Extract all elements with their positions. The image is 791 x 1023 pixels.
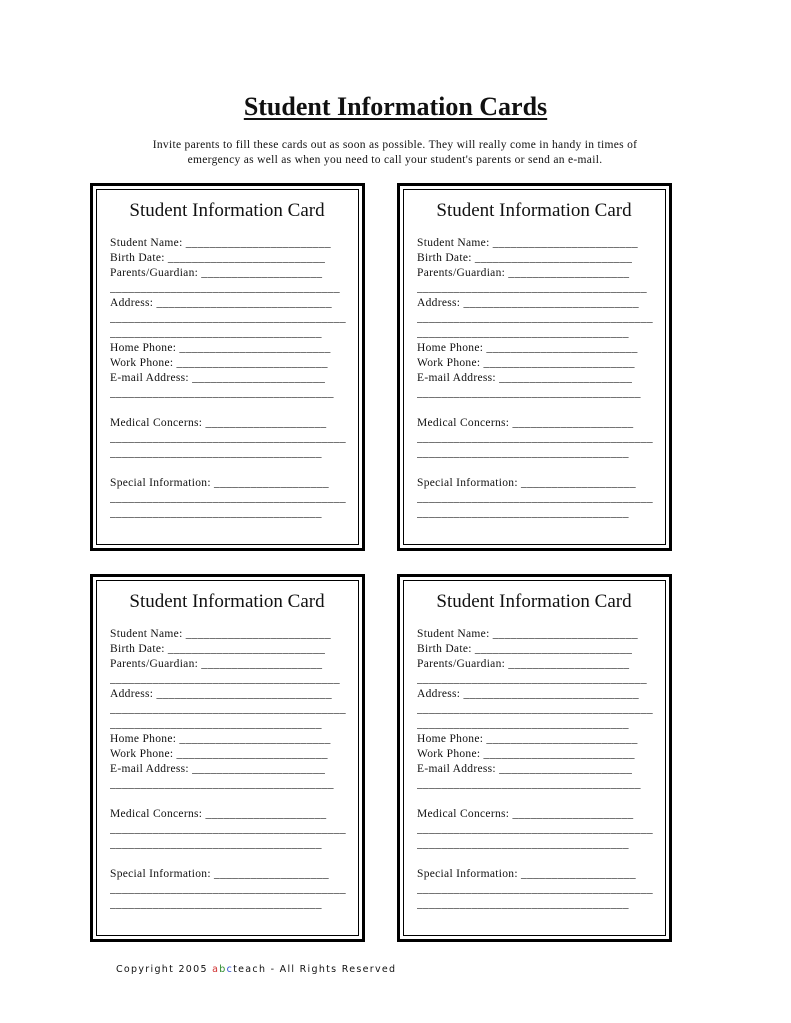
card-field-line: E-mail Address: ______________________ xyxy=(417,372,633,384)
card-field-line: ___________________________________ xyxy=(417,898,629,910)
card-field-line: Work Phone: _________________________ xyxy=(110,357,328,369)
card-spacer xyxy=(417,792,661,807)
card-field-line: _______________________________________ xyxy=(417,492,653,504)
card-spacer xyxy=(110,792,354,807)
card-content xyxy=(417,200,661,521)
card-field-line: Special Information: ___________________ xyxy=(417,868,636,880)
card-field-line: ___________________________________ xyxy=(417,507,629,519)
card-field-line: Birth Date: __________________________ xyxy=(110,643,326,655)
card-field-line: Special Information: ___________________ xyxy=(110,477,329,489)
card-spacer xyxy=(417,401,661,416)
card-field-line: _______________________________________ xyxy=(110,432,346,444)
copyright-suffix: - All Rights Reserved xyxy=(266,964,397,975)
card-field-line: ______________________________________ xyxy=(110,282,340,294)
card-content xyxy=(110,200,354,521)
card-field-line: _______________________________________ xyxy=(110,823,346,835)
card-field-line: Parents/Guardian: ____________________ xyxy=(417,658,630,670)
card-field-line: Home Phone: _________________________ xyxy=(417,342,638,354)
info-card-bottom-right xyxy=(397,574,672,942)
card-field-line: Student Name: ________________________ xyxy=(417,237,638,249)
copyright-prefix: Copyright 2005 xyxy=(116,964,213,975)
card-spacer xyxy=(110,852,354,867)
card-field-line: _______________________________________ xyxy=(417,823,653,835)
card-field-line: Work Phone: _________________________ xyxy=(110,748,328,760)
card-field-line: Medical Concerns: ____________________ xyxy=(417,808,634,820)
card-content xyxy=(417,591,661,912)
card-field-line: ___________________________________ xyxy=(417,718,629,730)
card-field-line: Address: _____________________________ xyxy=(417,688,639,700)
card-field-line: _____________________________________ xyxy=(417,387,641,399)
card-title: Student Information Card xyxy=(129,200,325,221)
card-field-line: ___________________________________ xyxy=(417,838,629,850)
card-field-line: Student Name: ________________________ xyxy=(110,237,331,249)
info-card-top-left xyxy=(90,183,365,551)
card-field-line: _______________________________________ xyxy=(417,703,653,715)
card-field-line: Work Phone: _________________________ xyxy=(417,357,635,369)
document-title: Student Information Cards xyxy=(243,92,548,121)
brand-letter: b xyxy=(219,964,227,975)
copyright-footer xyxy=(116,964,396,975)
card-spacer xyxy=(417,852,661,867)
card-field-line: _______________________________________ xyxy=(110,703,346,715)
card-title: Student Information Card xyxy=(129,591,325,612)
card-field-line: _______________________________________ xyxy=(110,312,346,324)
card-field-line: ___________________________________ xyxy=(417,327,629,339)
card-field-line: ___________________________________ xyxy=(110,838,322,850)
card-title: Student Information Card xyxy=(436,591,632,612)
card-spacer xyxy=(110,401,354,416)
brand-letter: teach xyxy=(233,964,267,975)
card-field-line: ___________________________________ xyxy=(110,718,322,730)
info-card-top-right xyxy=(397,183,672,551)
card-field-line: Medical Concerns: ____________________ xyxy=(110,417,327,429)
card-field-line: Home Phone: _________________________ xyxy=(417,733,638,745)
card-field-line: _____________________________________ xyxy=(110,387,334,399)
card-field-line: E-mail Address: ______________________ xyxy=(110,763,326,775)
card-field-line: E-mail Address: ______________________ xyxy=(110,372,326,384)
card-field-line: ___________________________________ xyxy=(417,447,629,459)
card-field-line: _______________________________________ xyxy=(417,312,653,324)
card-field-line: Student Name: ________________________ xyxy=(417,628,638,640)
card-field-line: Birth Date: __________________________ xyxy=(417,643,633,655)
card-field-line: Birth Date: __________________________ xyxy=(417,252,633,264)
card-title: Student Information Card xyxy=(436,200,632,221)
brand-letter: c xyxy=(226,964,234,975)
card-field-line: Student Name: ________________________ xyxy=(110,628,331,640)
card-field-line: Special Information: ___________________ xyxy=(110,868,329,880)
brand-letter: a xyxy=(212,964,220,975)
card-field-line: _______________________________________ xyxy=(417,883,653,895)
card-field-line: Medical Concerns: ____________________ xyxy=(110,808,327,820)
card-field-line: Address: _____________________________ xyxy=(417,297,639,309)
card-field-line: _____________________________________ xyxy=(110,778,334,790)
card-field-line: ______________________________________ xyxy=(417,282,647,294)
card-content xyxy=(110,591,354,912)
card-field-line: Address: _____________________________ xyxy=(110,688,332,700)
card-field-line: E-mail Address: ______________________ xyxy=(417,763,633,775)
card-spacer xyxy=(110,461,354,476)
card-field-line: Parents/Guardian: ____________________ xyxy=(417,267,630,279)
card-field-line: ___________________________________ xyxy=(110,898,322,910)
card-field-line: _______________________________________ xyxy=(110,883,346,895)
info-card-bottom-left xyxy=(90,574,365,942)
card-field-line: _______________________________________ xyxy=(110,492,346,504)
card-field-line: Medical Concerns: ____________________ xyxy=(417,417,634,429)
card-field-line: Home Phone: _________________________ xyxy=(110,342,331,354)
card-field-line: Parents/Guardian: ____________________ xyxy=(110,658,323,670)
card-field-line: ___________________________________ xyxy=(110,447,322,459)
card-field-line: Birth Date: __________________________ xyxy=(110,252,326,264)
card-field-line: Special Information: ___________________ xyxy=(417,477,636,489)
card-field-line: ___________________________________ xyxy=(110,507,322,519)
card-field-line: _______________________________________ xyxy=(417,432,653,444)
card-field-line: ______________________________________ xyxy=(417,673,647,685)
card-field-line: ______________________________________ xyxy=(110,673,340,685)
document-intro: Invite parents to fill these cards out as soon as possible. They will really come in handy in times of emergency as well as when you need to call your student's parents or send an e-mail. xyxy=(152,139,638,166)
card-field-line: Address: _____________________________ xyxy=(110,297,332,309)
card-field-line: Work Phone: _________________________ xyxy=(417,748,635,760)
brand-logo-text xyxy=(212,964,266,975)
card-field-line: Home Phone: _________________________ xyxy=(110,733,331,745)
card-spacer xyxy=(417,461,661,476)
card-field-line: Parents/Guardian: ____________________ xyxy=(110,267,323,279)
card-field-line: ___________________________________ xyxy=(110,327,322,339)
card-field-line: _____________________________________ xyxy=(417,778,641,790)
